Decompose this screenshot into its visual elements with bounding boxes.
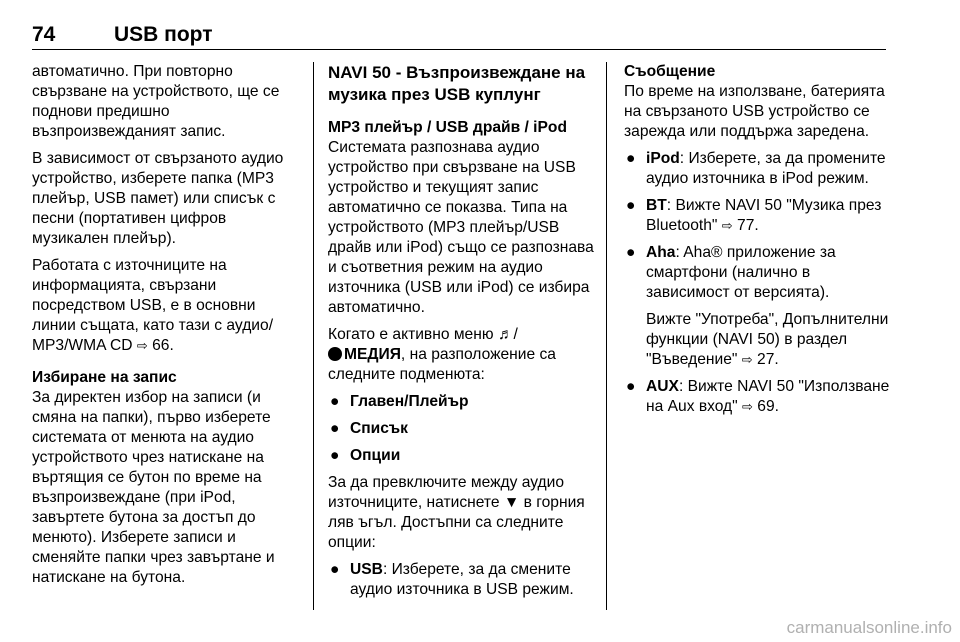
column-3 xyxy=(624,62,896,424)
paragraph-text: в горния ляв ъгъл. Достъпни са следните опции: xyxy=(328,494,585,551)
option-text: : Вижте NAVI 50 "Използване на Aux вход" xyxy=(646,378,890,415)
paragraph-text: Когато е активно меню ♬/ xyxy=(328,326,518,343)
reference-arrow-icon: ⇨ xyxy=(742,399,753,414)
page-reference: 66. xyxy=(152,337,174,354)
list-item: ● AUX: Вижте NAVI 50 "Използване на Aux вход" ⇨ 69. xyxy=(626,378,890,415)
option-label: AUX xyxy=(646,378,679,395)
subsection-heading: MP3 плейър / USB драйв / iPod xyxy=(328,119,567,136)
paragraph: Системата разпознава аудио устройство при свързване на USB устройство и текущият запис автоматично се показва. Типа на устройството (MP3 плейър/USB драйв или iPod) също се разпознава и съответния режим на аудио източника (USB или iPod) се избира автоматично. xyxy=(328,139,594,316)
column-1 xyxy=(32,62,302,595)
column-2 xyxy=(328,62,598,607)
paragraph: автоматично. При повторно свързване на устройството, ще се поднови предишно възпроизвежданият запис. xyxy=(32,63,280,140)
paragraph-text: За да превключите между аудио източниците, натиснете xyxy=(328,474,564,511)
option-label: Aha xyxy=(646,244,676,261)
list-item: ● iPod: Изберете, за да промените аудио източника в iPod режим. xyxy=(626,150,886,187)
submenu-label: Опции xyxy=(350,447,401,464)
column-divider-2 xyxy=(606,62,607,610)
page-reference: 27. xyxy=(757,351,779,368)
watermark: carmanualsonline.info xyxy=(786,618,952,637)
section-heading: Съобщение xyxy=(624,63,716,80)
paragraph xyxy=(328,325,598,385)
paragraph-text: Вижте "Употреба", Допълнителни функции (NAVI 50) в раздел "Въведение" xyxy=(646,311,889,368)
column-divider-1 xyxy=(313,62,314,610)
page-number: 74 xyxy=(32,23,56,46)
page-title: USB порт xyxy=(114,23,213,46)
menu-name: МЕДИЯ xyxy=(344,346,401,363)
list-item: ● Главен/Плейър xyxy=(330,393,469,410)
list-item: ● Списък xyxy=(330,420,408,437)
paragraph-text: Работата с източниците на информацията, свързани посредством USB, е в основни линии същата, като тази с аудио/ MP3/WMA CD xyxy=(32,257,274,354)
option-text: : Изберете, за да промените аудио източника в iPod режим. xyxy=(646,150,886,187)
music-note-icon xyxy=(328,347,342,361)
option-label: BT xyxy=(646,197,667,214)
section-heading: Избиране на запис xyxy=(32,369,177,386)
paragraph: По време на използване, батерията на свързаното USB устройство се зарежда или поддържа заредена. xyxy=(624,83,885,140)
reference-arrow-icon: ⇨ xyxy=(136,338,148,353)
option-text: : Вижте NAVI 50 "Музика през Bluetooth" xyxy=(646,197,882,234)
submenu-label: Главен/Плейър xyxy=(350,393,469,410)
page-header xyxy=(32,22,213,48)
list-item: ● USB: Изберете, за да смените аудио източника в USB режим. xyxy=(330,561,574,598)
page-reference: 77. xyxy=(737,217,759,234)
paragraph-text: , на разположение са следните подменюта: xyxy=(328,346,556,383)
paragraph: В зависимост от свързаното аудио устройство, изберете папка (MP3 плейър, USB памет) или списък с песни (портативен цифров музикален плейър). xyxy=(32,150,284,247)
header-rule xyxy=(32,49,886,50)
paragraph: За директен избор на записи (и смяна на папки), първо изберете системата от менюта на аудио устройството чрез натискане на въртящия се бутон по време на възпроизвеждане (при iPod, завъртете бутона за достъп до менюто). Изберете записи и сменяйте папки чрез завъртане и натискане на бутона. xyxy=(32,389,275,586)
list-item: ● Aha: Aha® приложение за смартфони (налично в зависимост от версията). xyxy=(626,244,836,301)
list-item: ● BT: Вижте NAVI 50 "Музика през Bluetooth" ⇨ 77. xyxy=(626,197,882,234)
option-text: : Изберете, за да смените аудио източника в USB режим. xyxy=(350,561,574,598)
down-triangle-icon: ▼ xyxy=(503,494,520,511)
reference-arrow-icon: ⇨ xyxy=(741,352,753,367)
section-title: NAVI 50 - Възпроизвеждане на музика през USB куплунг xyxy=(328,63,586,104)
paragraph xyxy=(32,256,302,356)
page-reference: 69. xyxy=(757,398,779,415)
submenu-label: Списък xyxy=(350,420,408,437)
list-item: ● Опции xyxy=(330,447,401,464)
option-text: : Aha® приложение за смартфони (налично в зависимост от версията). xyxy=(646,244,836,301)
paragraph xyxy=(328,473,598,553)
option-label: USB xyxy=(350,561,383,578)
paragraph xyxy=(624,310,896,370)
reference-arrow-icon: ⇨ xyxy=(721,218,733,233)
option-label: iPod xyxy=(646,150,680,167)
